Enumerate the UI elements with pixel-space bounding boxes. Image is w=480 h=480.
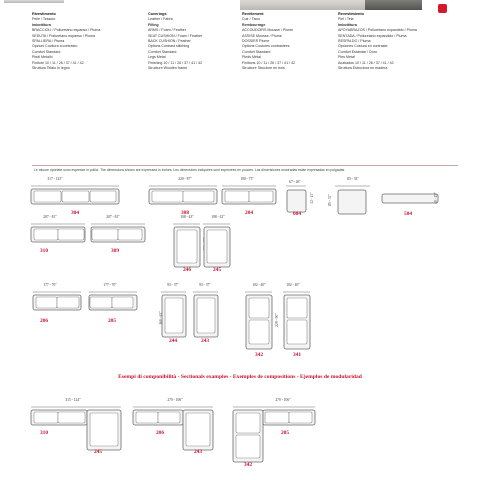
spec-title: Coverings <box>148 12 167 16</box>
spec-line: Comfort Estándar / Duro <box>338 49 377 54</box>
spec-line: Piedi Metallo <box>32 55 53 60</box>
spec-line: Acabados 10 / 11 / 26 / 37 / 41 / 42 <box>338 60 394 65</box>
dimension-label: 190 - 75" <box>240 177 254 181</box>
module-code: 342 <box>243 462 253 468</box>
module-code: 206 <box>155 430 165 436</box>
spec-line: SPALLIERA / Piuma <box>32 39 65 44</box>
module-308 <box>148 184 218 206</box>
dimension-label: 85 - 33" <box>347 177 359 181</box>
dimension-label: 177 - 70" <box>103 283 117 287</box>
spec-line: Pies Metal <box>338 55 355 60</box>
spec-line: Pelle / Tessuto <box>32 17 56 22</box>
module-204 <box>221 184 277 206</box>
dimension-label: 93 - 37" <box>199 283 211 287</box>
dimensions-note: Le misure riportate sono espresse in pollici. The dimensions shown are expressed in inches. Les dimensions indiquées sont exprimées en pouces. Las dimensiones mostradas están expresadas en pulgadas. <box>34 168 346 172</box>
spec-line: DOSSIER Plume <box>242 39 270 44</box>
spec-line: Legs Metal <box>148 55 166 60</box>
spec-line: Struttura Telaio in legno <box>32 66 70 71</box>
module-code: 310 <box>39 248 49 254</box>
spec-line: Imbottitura <box>32 22 51 27</box>
module-code: 243 <box>200 338 210 344</box>
spec-line: Struttura Estructura en madera <box>338 66 388 71</box>
module-code: 205 <box>280 430 290 436</box>
spec-line: BRACCIOLI / Poliuretano espanso / Piuma <box>32 28 101 33</box>
spec-line: ACCOUDOIRS Mousse / Plume <box>242 28 294 33</box>
module-code: 309 <box>110 248 120 254</box>
spec-column-es <box>338 12 458 71</box>
dimension-label: 317 - 125" <box>47 177 63 181</box>
spec-line: BACK CUSHION / Feather <box>148 39 191 44</box>
module-code: 342 <box>254 352 264 358</box>
dimension-label: 270 - 106" <box>167 398 183 402</box>
module-code: 246 <box>182 267 192 273</box>
module-206 <box>32 290 82 312</box>
module-604 <box>285 184 309 214</box>
product-photo-left <box>4 0 64 3</box>
spec-line: Comfort Standard <box>148 49 177 54</box>
section-divider <box>32 165 458 166</box>
example-composition-1 <box>30 405 122 453</box>
dimension-label: 108 - 43" <box>180 215 194 219</box>
module-309 <box>90 222 146 244</box>
module-code: 245 <box>212 267 222 273</box>
spec-line: Finitions 10 / 11 / 26 / 37 / 41 / 42 <box>242 60 296 65</box>
dimension-side-label: 32 - 13" <box>310 192 314 204</box>
module-code: 304 <box>70 210 80 216</box>
dimension-label: 207 - 81" <box>106 215 120 219</box>
product-photo-right <box>365 0 422 10</box>
module-304 <box>30 184 120 206</box>
spec-line: Structure Structure en bois <box>242 66 285 71</box>
module-code: 504 <box>403 211 413 217</box>
dimension-side-label: 40 - 15" <box>434 192 438 204</box>
spec-title: Revestimiento <box>338 12 364 16</box>
module-code: 341 <box>292 352 302 358</box>
module-code: 308 <box>180 210 190 216</box>
module-code: 310 <box>39 430 49 436</box>
spec-line: Imbottitura <box>338 22 357 27</box>
module-245 <box>202 222 232 268</box>
module-244 <box>160 290 188 340</box>
spec-line: Comfort Standard <box>242 49 271 54</box>
dimension-side-label: 85 - 33" <box>328 194 332 206</box>
spec-line: Comfort Standard <box>32 49 61 54</box>
spec-line: Structure Wooden frame <box>148 66 188 71</box>
dimension-label: 207 - 81" <box>43 215 57 219</box>
dimension-side-label: 160 - 63" <box>159 311 163 325</box>
spec-line: SEAT CUSHION / Foam / Feather <box>148 33 203 38</box>
spec-line: Leather / Fabric <box>148 17 174 22</box>
module-code: 204 <box>244 210 254 216</box>
spec-line: ARMS / Foam / Feather <box>148 28 186 33</box>
spec-column-en <box>148 12 248 71</box>
spec-line: Cuir / Tissu <box>242 17 260 22</box>
spec-line: Opzioni Cucitura a contrasto <box>32 44 78 49</box>
spec-line: APOYABRAZOS / Poliuretano expandido / Pluma <box>338 28 417 33</box>
product-photo-center <box>240 0 365 10</box>
spec-line: Filling <box>148 22 159 27</box>
dimension-label: 220 - 87" <box>178 177 192 181</box>
dimension-side-label: 229 - 90" <box>275 313 279 327</box>
spec-line: RESPALDO / Pluma <box>338 39 371 44</box>
spec-line: Finishing 10 / 11 / 26 / 37 / 41 / 42 <box>148 60 203 65</box>
example-composition-2 <box>132 405 214 453</box>
module-243 <box>192 290 220 340</box>
spec-title: Rivestimento <box>32 12 56 16</box>
module-504-side <box>380 192 440 206</box>
module-code: 604 <box>292 211 302 217</box>
dimension-label: 177 - 70" <box>43 283 57 287</box>
module-code: 205 <box>107 318 117 324</box>
dimension-label: 315 - 124" <box>65 398 81 402</box>
module-code: 245 <box>93 449 103 455</box>
module-code: 206 <box>39 318 49 324</box>
dimension-label: 102 - 40" <box>252 283 266 287</box>
dimension-label: 67 - 26" <box>289 180 301 184</box>
module-code: 244 <box>168 338 178 344</box>
module-205 <box>88 290 138 312</box>
dimension-label: 108 - 43" <box>211 215 225 219</box>
module-342 <box>244 290 274 352</box>
dimension-label: 93 - 37" <box>167 283 179 287</box>
spec-title: Revêtement <box>242 12 264 16</box>
module-246 <box>172 222 202 268</box>
spec-column-fr <box>242 12 342 71</box>
examples-title: Esempi di componibilità - Sectionals examples - Exemples de compositions - Ejemplos de modularidad <box>118 374 362 380</box>
spec-line: Opciones Costura en contraste <box>338 44 388 49</box>
module-code: 243 <box>193 449 203 455</box>
module-504 <box>334 184 374 216</box>
spec-line: SEDUTA / Poliuretano espanso / Piuma <box>32 33 96 38</box>
spec-line: Options Coutures contrastées <box>242 44 290 49</box>
dimension-label: 270 - 106" <box>275 398 291 402</box>
spec-line: Finiture 10 / 11 / 26 / 37 / 41 / 42 <box>32 60 84 65</box>
spec-line: ASSISE Mousse / Plume <box>242 33 282 38</box>
module-310 <box>30 222 86 244</box>
spec-line: Pieds Métal <box>242 55 261 60</box>
dimension-label: 102 - 40" <box>286 283 300 287</box>
spec-line: Rembourrage <box>242 22 266 27</box>
module-341 <box>282 290 312 352</box>
spec-column-it <box>32 12 132 71</box>
spec-line: Options Contrast stitching <box>148 44 190 49</box>
spec-line: Piel / Tela <box>338 17 354 22</box>
spec-line: SENTADA / Poliuretano expandido / Pluma <box>338 33 407 38</box>
